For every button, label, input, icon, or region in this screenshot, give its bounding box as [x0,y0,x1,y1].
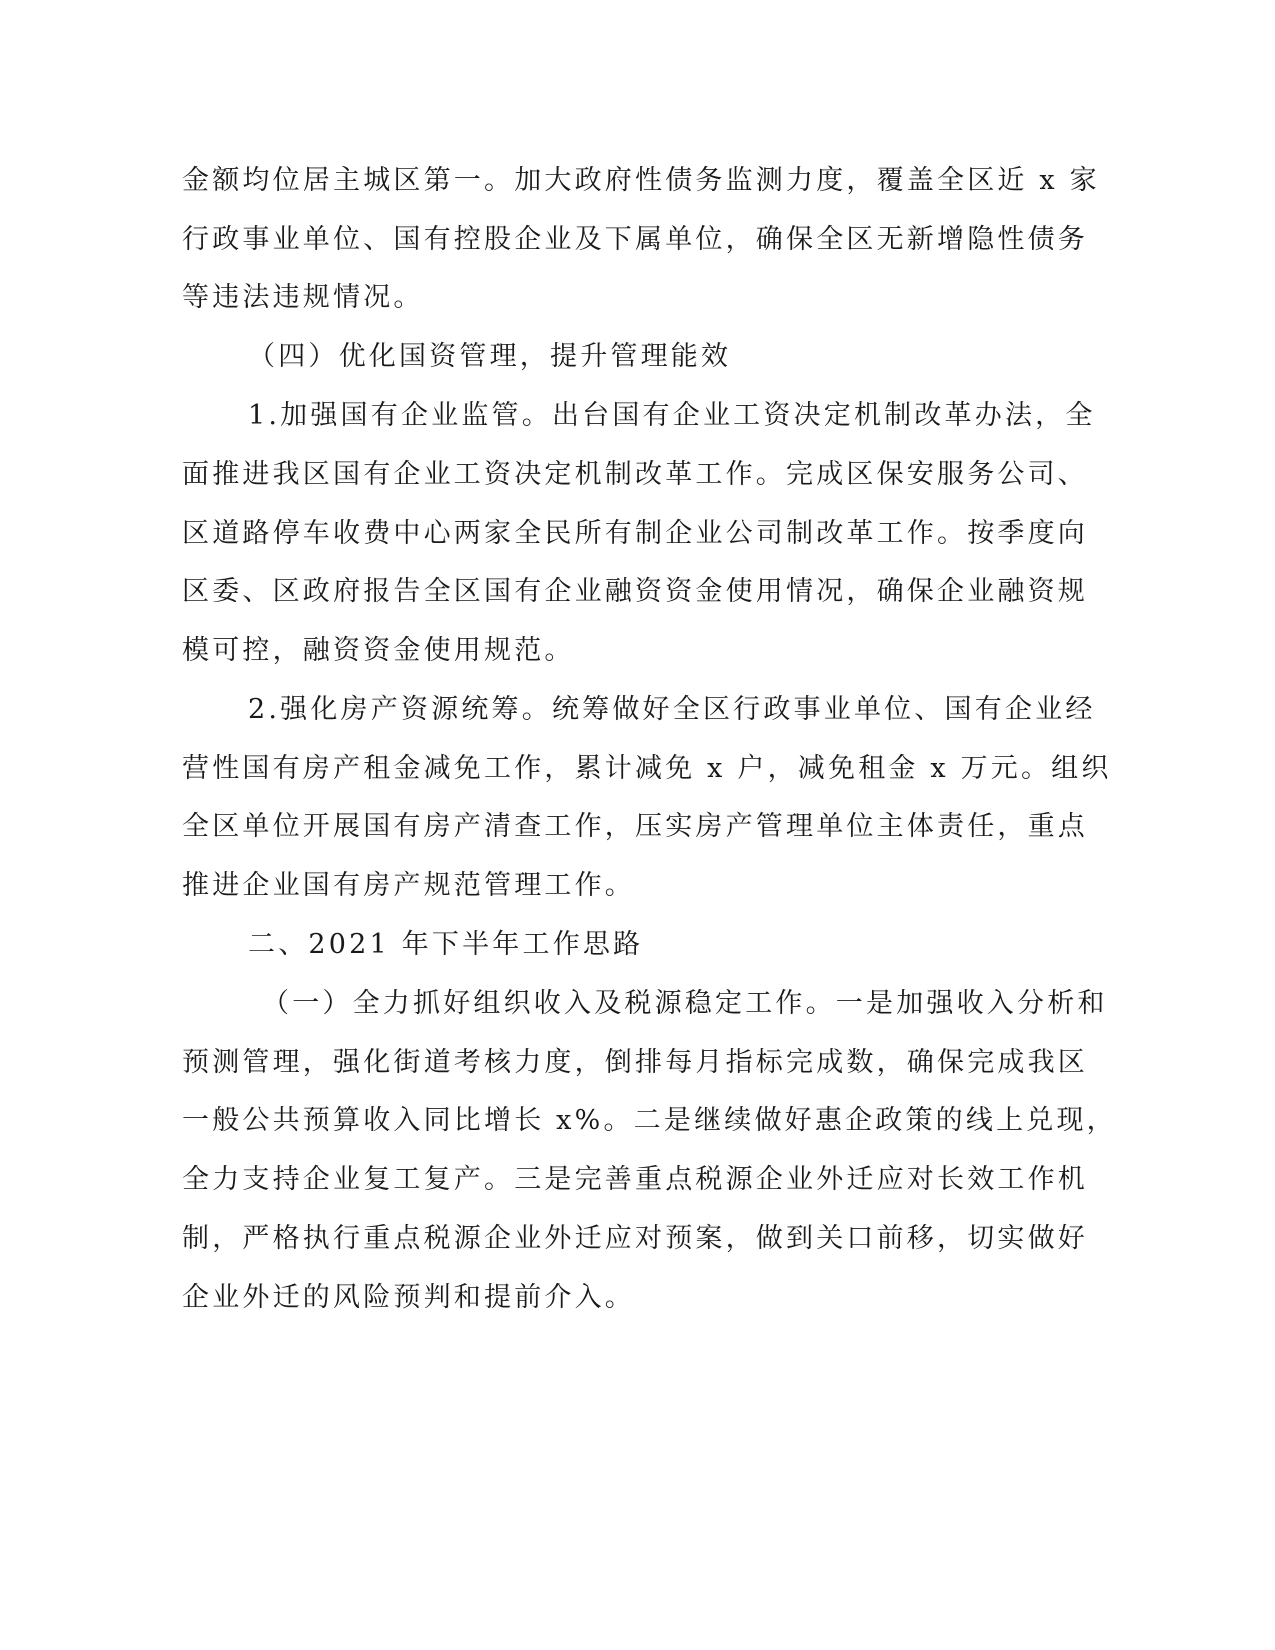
paragraph-line: 模可控，融资资金使用规范。 [182,635,575,666]
paragraph-line: 金额均位居主城区第一。加大政府性债务监测力度，覆盖全区近 x 家 [182,165,1100,196]
paragraph-line: 营性国有房产租金减免工作，累计减免 x 户，减免租金 x 万元。组织 [182,753,1112,784]
paragraph-line: 2.强化房产资源统筹。统筹做好全区行政事业单位、国有企业经 [248,694,1096,725]
paragraph-line: 预测管理，强化街道考核力度，倒排每月指标完成数，确保完成我区 [182,1047,1088,1078]
section-heading: 二、2021 年下半年工作思路 [248,929,644,960]
section-heading: （四）优化国资管理，提升管理能效 [248,341,732,372]
paragraph-line: 区道路停车收费中心两家全民所有制企业公司制改革工作。按季度向 [182,518,1088,549]
paragraph-line: 1.加强国有企业监管。出台国有企业工资决定机制改革办法，全 [248,400,1096,431]
paragraph-line: 一般公共预算收入同比增长 x%。二是继续做好惠企政策的线上兑现， [182,1105,1117,1136]
paragraph-line: 全区单位开展国有房产清查工作，压实房产管理单位主体责任，重点 [182,811,1088,842]
paragraph-line: 区委、区政府报告全区国有企业融资资金使用情况，确保企业融资规 [182,576,1088,607]
paragraph-line: 企业外迁的风险预判和提前介入。 [182,1282,635,1313]
paragraph-line: 面推进我区国有企业工资决定机制改革工作。完成区保安服务公司、 [182,459,1088,490]
paragraph-line: 等违法违规情况。 [182,282,424,313]
paragraph-line: 制，严格执行重点税源企业外迁应对预案，做到关口前移，切实做好 [182,1223,1088,1254]
paragraph-line: 推进企业国有房产规范管理工作。 [182,870,635,901]
paragraph-line: 全力支持企业复工复产。三是完善重点税源企业外迁应对长效工作机 [182,1164,1088,1195]
paragraph-line: 行政事业单位、国有控股企业及下属单位，确保全区无新增隐性债务 [182,224,1088,255]
paragraph-line: （一）全力抓好组织收入及税源稳定工作。一是加强收入分析和 [262,988,1108,1019]
